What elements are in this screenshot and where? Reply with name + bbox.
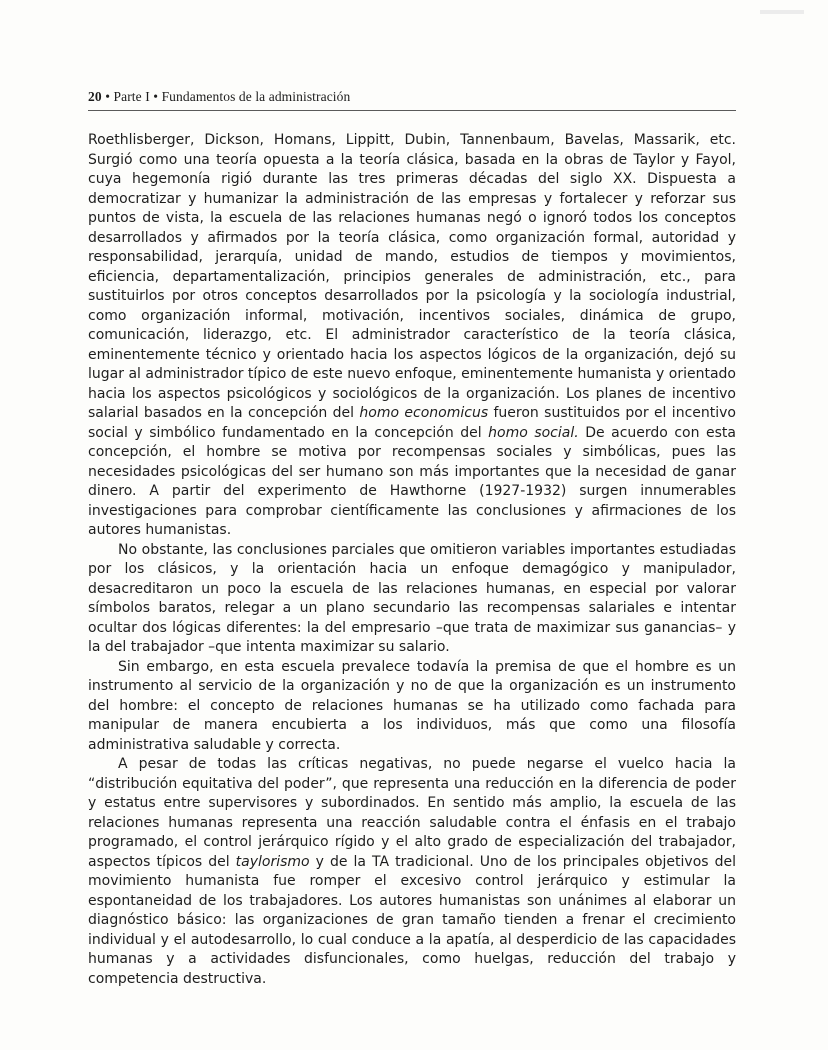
scan-corner-mark [760, 10, 804, 14]
paragraph [88, 131, 736, 541]
text-run: No obstante, las conclusiones parciales que omitieron variables importantes estudiadas por los clásicos, y la orientación hacia un enfoque demagógico y manipulador, desacreditaron un poco la escuela de las relaciones humanas, en especial por valorar símbolos baratos, relegar a un plano secundario las recompensas salariales e intentar ocultar dos lógicas diferentes: la del empresario –que trata de maximizar sus ganancias– y la del trabajador –que intenta maximizar su salario. [88, 541, 736, 655]
text-run: Roethlisberger, Dickson, Homans, Lippitt, Dubin, Tannenbaum, Bavelas, Massarik, etc. Surgió como una teoría opuesta a la teoría clásica, basada en la obras de Taylor y Fayol, cuya hegemonía rigió durante las tres primeras décadas del siglo XX. Dispuesta a democratizar y humanizar la administración de las empresas y fortalecer y reforzar sus puntos de vista, la escuela de las relaciones humanas negó o ignoró todos los conceptos desarrollados y afirmados por la teoría clásica, como organización formal, autoridad y responsabilidad, jerarquía, unidad de mando, estudios de tiempos y movimientos, eficiencia, departamentalización, principios generales de administración, etc., para sustituirlos por otros conceptos desarrollados por la psicología y la sociología industrial, como organización informal, motivación, incentivos sociales, dinámica de grupo, comunicación, liderazgo, etc. El administrador característico de la teoría clásica, eminentemente técnico y orientado hacia los aspectos lógicos de la organización, dejó su lugar al administrador típico de este nuevo enfoque, eminentemente humanista y orientado hacia los aspectos psicológicos y sociológicos de la organización. Los planes de incentivo salarial basados en la concepción del [88, 132, 736, 421]
paragraph [88, 541, 736, 658]
text-run: De acuerdo con esta concepción, el hombre se motiva por recompensas sociales y simbólicas, pues las necesidades psicológicas del ser humano son más importantes que la necesidad de ganar dinero. A partir del experimento de Hawthorne (1927-1932) surgen innumerables investigaciones para comprobar científicamente las conclusiones y afirmaciones de los autores humanistas. [88, 424, 736, 538]
italic-term: homo social. [488, 424, 579, 441]
body-text [88, 131, 736, 989]
header-rule [88, 110, 736, 111]
running-header [88, 89, 736, 105]
page-number: 20 [88, 89, 102, 104]
italic-term: taylorismo [235, 853, 310, 870]
section-title: • Parte I • Fundamentos de la administración [105, 89, 351, 104]
italic-term: homo economicus [359, 405, 489, 421]
text-run: y de la TA tradicional. Uno de los principales objetivos del movimiento humanista fue romper el excesivo control jerárquico y estimular la espontaneidad de los trabajadores. Los autores humanistas son unánimes al elaborar un diagnóstico básico: las organizaciones de gran tamaño tienden a frenar el crecimiento individual y el autodesarrollo, lo cual conduce a la apatía, al desperdicio de las capacidades humanas y a actividades disfuncionales, como huelgas, reducción del trabajo y competencia destructiva. [88, 853, 736, 987]
text-run: A pesar de todas las críticas negativas, no puede negarse el vuelco hacia la “distribución equitativa del poder”, que representa una reducción en la diferencia de poder y estatus entre supervisores y subordinados. En sentido más amplio, la escuela de las relaciones humanas representa una reacción saludable contra el énfasis en el trabajo programado, el control jerárquico rígido y el alto grado de especialización del trabajador, aspectos típicos del [88, 756, 736, 870]
text-run: fueron sustituidos por el incentivo social y simbólico fundamentado en la concepción del [88, 405, 736, 441]
paragraph [88, 755, 736, 989]
paragraph [88, 658, 736, 756]
text-run: Sin embargo, en esta escuela prevalece todavía la premisa de que el hombre es un instrumento al servicio de la organización y no de que la organización es un instrumento del hombre: el concepto de relaciones humanas se ha utilizado como fachada para manipular de manera encubierta a los individuos, más que como una filosofía administrativa saludable y correcta. [88, 658, 736, 753]
